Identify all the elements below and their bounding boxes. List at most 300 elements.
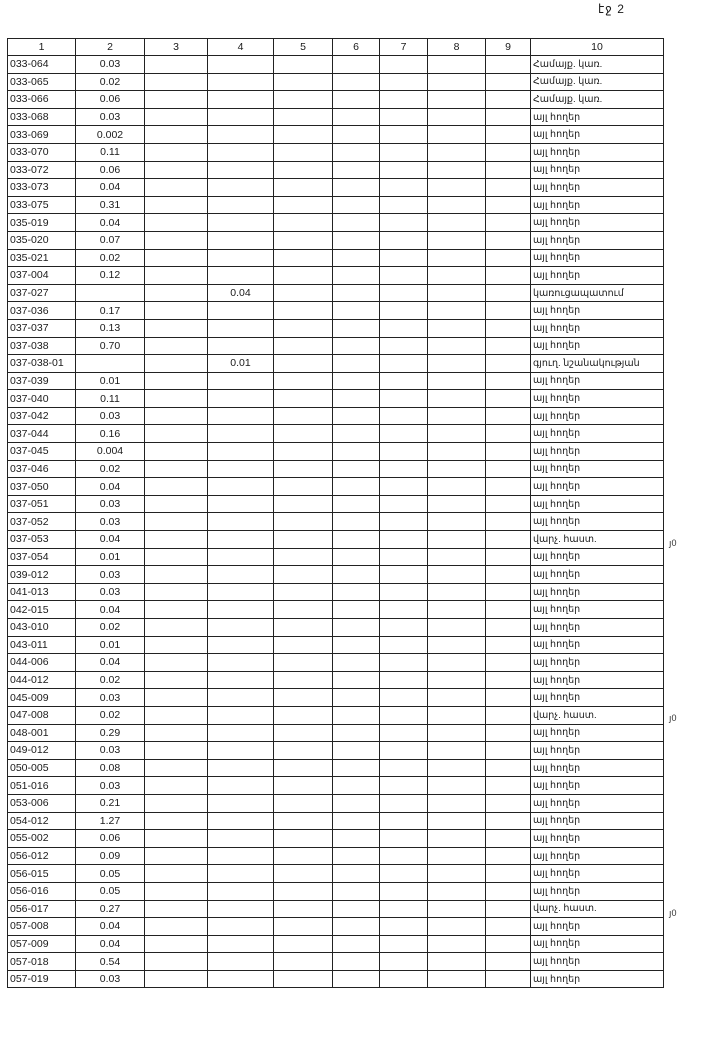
empty-cell (274, 372, 333, 390)
table-row (8, 689, 664, 707)
empty-cell (428, 161, 486, 179)
table-row (8, 918, 664, 936)
empty-cell (274, 970, 333, 988)
empty-cell (333, 812, 380, 830)
empty-cell (145, 513, 208, 531)
area-col4-cell (208, 425, 274, 443)
column-header: 6 (333, 39, 380, 56)
parcel-code-cell: 042-015 (8, 601, 76, 619)
area-col4-cell (208, 970, 274, 988)
area-cell: 0.07 (76, 231, 145, 249)
land-use-cell: վարչ. հաստ. (531, 706, 664, 724)
area-cell: 0.09 (76, 847, 145, 865)
empty-cell (333, 214, 380, 232)
area-col4-cell (208, 724, 274, 742)
area-col4-cell (208, 179, 274, 197)
empty-cell (428, 372, 486, 390)
empty-cell (486, 548, 531, 566)
land-use-cell: այլ հողեր (531, 390, 664, 408)
empty-cell (428, 108, 486, 126)
parcel-code-cell: 033-065 (8, 73, 76, 91)
empty-cell (333, 759, 380, 777)
empty-cell (380, 724, 428, 742)
column-header: 4 (208, 39, 274, 56)
empty-cell (274, 214, 333, 232)
empty-cell (428, 601, 486, 619)
area-col4-cell (208, 900, 274, 918)
land-use-cell: այլ հողեր (531, 812, 664, 830)
empty-cell (333, 882, 380, 900)
empty-cell (380, 847, 428, 865)
area-cell: 0.03 (76, 495, 145, 513)
empty-cell (428, 847, 486, 865)
land-use-cell: Համայք. կառ. (531, 91, 664, 109)
land-use-cell: այլ հողեր (531, 566, 664, 584)
area-col4-cell (208, 108, 274, 126)
empty-cell (145, 284, 208, 302)
parcel-code-cell: 037-054 (8, 548, 76, 566)
table-row (8, 460, 664, 478)
table-row (8, 794, 664, 812)
empty-cell (274, 742, 333, 760)
parcel-code-cell: 037-027 (8, 284, 76, 302)
table-row (8, 284, 664, 302)
area-cell: 0.04 (76, 654, 145, 672)
header-row (8, 39, 664, 56)
area-col4-cell (208, 91, 274, 109)
empty-cell (145, 179, 208, 197)
empty-cell (333, 918, 380, 936)
parcel-code-cell: 057-019 (8, 970, 76, 988)
parcel-code-cell: 043-011 (8, 636, 76, 654)
empty-cell (380, 777, 428, 795)
area-col4-cell (208, 882, 274, 900)
empty-cell (333, 91, 380, 109)
empty-cell (333, 56, 380, 74)
empty-cell (486, 601, 531, 619)
area-col4-cell (208, 689, 274, 707)
empty-cell (428, 706, 486, 724)
empty-cell (486, 619, 531, 637)
empty-cell (486, 566, 531, 584)
empty-cell (380, 513, 428, 531)
area-cell: 0.02 (76, 460, 145, 478)
parcel-code-cell: 047-008 (8, 706, 76, 724)
area-col4-cell (208, 443, 274, 461)
table-row (8, 91, 664, 109)
table-row (8, 495, 664, 513)
empty-cell (428, 531, 486, 549)
area-cell: 0.27 (76, 900, 145, 918)
table-row (8, 548, 664, 566)
area-col4-cell (208, 407, 274, 425)
land-use-cell: այլ հողեր (531, 495, 664, 513)
empty-cell (274, 407, 333, 425)
empty-cell (333, 619, 380, 637)
empty-cell (486, 531, 531, 549)
land-use-cell: այլ հողեր (531, 794, 664, 812)
empty-cell (486, 337, 531, 355)
empty-cell (274, 425, 333, 443)
empty-cell (274, 531, 333, 549)
empty-cell (274, 319, 333, 337)
land-use-cell: այլ հողեր (531, 108, 664, 126)
empty-cell (486, 319, 531, 337)
empty-cell (274, 953, 333, 971)
empty-cell (333, 654, 380, 672)
empty-cell (333, 425, 380, 443)
table-row (8, 671, 664, 689)
parcel-code-cell: 037-038-01 (8, 355, 76, 373)
empty-cell (333, 407, 380, 425)
land-use-cell: այլ հողեր (531, 460, 664, 478)
area-cell: 0.002 (76, 126, 145, 144)
table-row (8, 566, 664, 584)
empty-cell (274, 865, 333, 883)
empty-cell (274, 706, 333, 724)
land-use-cell: այլ հողեր (531, 161, 664, 179)
empty-cell (333, 865, 380, 883)
empty-cell (274, 91, 333, 109)
empty-cell (428, 654, 486, 672)
parcel-code-cell: 044-006 (8, 654, 76, 672)
empty-cell (486, 108, 531, 126)
empty-cell (428, 179, 486, 197)
empty-cell (380, 390, 428, 408)
area-cell: 0.06 (76, 161, 145, 179)
empty-cell (486, 56, 531, 74)
table-row (8, 812, 664, 830)
empty-cell (145, 882, 208, 900)
margin-note: յ0 (669, 908, 677, 918)
empty-cell (380, 143, 428, 161)
empty-cell (380, 337, 428, 355)
land-use-cell: այլ հողեր (531, 583, 664, 601)
empty-cell (380, 671, 428, 689)
table-row (8, 267, 664, 285)
area-cell: 0.02 (76, 249, 145, 267)
area-col4-cell (208, 812, 274, 830)
empty-cell (145, 196, 208, 214)
empty-cell (333, 531, 380, 549)
area-cell: 0.004 (76, 443, 145, 461)
area-col4-cell (208, 759, 274, 777)
empty-cell (380, 953, 428, 971)
land-use-cell: այլ հողեր (531, 179, 664, 197)
parcel-code-cell: 033-070 (8, 143, 76, 161)
table-row (8, 935, 664, 953)
table-body (8, 56, 664, 988)
table-row (8, 214, 664, 232)
area-cell: 0.03 (76, 970, 145, 988)
empty-cell (274, 830, 333, 848)
parcel-code-cell: 051-016 (8, 777, 76, 795)
empty-cell (274, 267, 333, 285)
land-use-cell: այլ հողեր (531, 759, 664, 777)
empty-cell (333, 126, 380, 144)
empty-cell (428, 865, 486, 883)
empty-cell (428, 671, 486, 689)
empty-cell (145, 865, 208, 883)
empty-cell (145, 161, 208, 179)
area-col4-cell (208, 126, 274, 144)
empty-cell (486, 724, 531, 742)
empty-cell (333, 196, 380, 214)
area-col4-cell (208, 935, 274, 953)
area-cell: 0.01 (76, 548, 145, 566)
parcel-code-cell: 056-012 (8, 847, 76, 865)
land-use-cell: վարչ. հաստ. (531, 900, 664, 918)
empty-cell (274, 566, 333, 584)
area-col4-cell (208, 196, 274, 214)
empty-cell (145, 935, 208, 953)
empty-cell (274, 671, 333, 689)
table-row (8, 583, 664, 601)
empty-cell (380, 970, 428, 988)
land-use-cell: այլ հողեր (531, 935, 664, 953)
land-use-cell: վարչ. հաստ. (531, 531, 664, 549)
empty-cell (428, 214, 486, 232)
land-use-cell: այլ հողեր (531, 882, 664, 900)
land-use-cell: այլ հողեր (531, 847, 664, 865)
area-cell: 0.29 (76, 724, 145, 742)
empty-cell (333, 636, 380, 654)
empty-cell (333, 935, 380, 953)
land-use-cell: այլ հողեր (531, 918, 664, 936)
empty-cell (428, 742, 486, 760)
parcel-code-cell: 049-012 (8, 742, 76, 760)
table-row (8, 196, 664, 214)
area-cell: 0.01 (76, 372, 145, 390)
land-use-cell: այլ հողեր (531, 742, 664, 760)
empty-cell (486, 882, 531, 900)
empty-cell (145, 706, 208, 724)
table-row (8, 865, 664, 883)
empty-cell (380, 179, 428, 197)
empty-cell (145, 478, 208, 496)
area-cell: 0.11 (76, 390, 145, 408)
area-col4-cell (208, 513, 274, 531)
empty-cell (428, 830, 486, 848)
area-col4-cell (208, 56, 274, 74)
empty-cell (145, 654, 208, 672)
empty-cell (274, 495, 333, 513)
parcel-code-cell: 054-012 (8, 812, 76, 830)
empty-cell (333, 443, 380, 461)
area-cell: 0.11 (76, 143, 145, 161)
column-header: 5 (274, 39, 333, 56)
empty-cell (380, 654, 428, 672)
empty-cell (333, 355, 380, 373)
empty-cell (428, 390, 486, 408)
empty-cell (486, 759, 531, 777)
area-col4-cell (208, 495, 274, 513)
empty-cell (380, 830, 428, 848)
empty-cell (428, 495, 486, 513)
empty-cell (274, 812, 333, 830)
empty-cell (486, 179, 531, 197)
parcel-code-cell: 037-036 (8, 302, 76, 320)
empty-cell (274, 73, 333, 91)
empty-cell (380, 619, 428, 637)
empty-cell (333, 900, 380, 918)
parcel-code-cell: 057-018 (8, 953, 76, 971)
parcel-code-cell: 056-017 (8, 900, 76, 918)
empty-cell (486, 830, 531, 848)
area-cell: 0.04 (76, 214, 145, 232)
empty-cell (145, 267, 208, 285)
table-row (8, 531, 664, 549)
empty-cell (380, 636, 428, 654)
column-header: 8 (428, 39, 486, 56)
empty-cell (428, 513, 486, 531)
empty-cell (486, 73, 531, 91)
empty-cell (145, 495, 208, 513)
empty-cell (274, 161, 333, 179)
empty-cell (333, 143, 380, 161)
empty-cell (333, 319, 380, 337)
empty-cell (428, 812, 486, 830)
table-row (8, 143, 664, 161)
empty-cell (428, 935, 486, 953)
parcel-code-cell: 033-064 (8, 56, 76, 74)
empty-cell (486, 478, 531, 496)
empty-cell (380, 478, 428, 496)
table-row (8, 882, 664, 900)
empty-cell (145, 900, 208, 918)
area-col4-cell (208, 601, 274, 619)
page-label: էջ 2 (598, 2, 625, 16)
empty-cell (428, 284, 486, 302)
table-row (8, 337, 664, 355)
empty-cell (274, 548, 333, 566)
table-row (8, 425, 664, 443)
empty-cell (428, 636, 486, 654)
empty-cell (380, 460, 428, 478)
empty-cell (486, 900, 531, 918)
land-use-cell: այլ հողեր (531, 777, 664, 795)
table-row (8, 847, 664, 865)
empty-cell (486, 231, 531, 249)
empty-cell (486, 267, 531, 285)
area-col4-cell (208, 566, 274, 584)
empty-cell (274, 179, 333, 197)
empty-cell (274, 847, 333, 865)
table-row (8, 355, 664, 373)
area-col4-cell (208, 865, 274, 883)
empty-cell (333, 73, 380, 91)
empty-cell (428, 583, 486, 601)
table-row (8, 777, 664, 795)
area-cell: 0.17 (76, 302, 145, 320)
area-col4-cell (208, 372, 274, 390)
area-cell: 0.12 (76, 267, 145, 285)
parcel-code-cell: 044-012 (8, 671, 76, 689)
area-col4-cell (208, 161, 274, 179)
empty-cell (333, 249, 380, 267)
empty-cell (428, 918, 486, 936)
empty-cell (428, 777, 486, 795)
land-use-cell: Համայք. կառ. (531, 73, 664, 91)
empty-cell (428, 249, 486, 267)
parcel-code-cell: 053-006 (8, 794, 76, 812)
parcel-code-cell: 045-009 (8, 689, 76, 707)
land-use-cell: այլ հողեր (531, 302, 664, 320)
table-row (8, 372, 664, 390)
empty-cell (333, 671, 380, 689)
table-row (8, 830, 664, 848)
empty-cell (428, 443, 486, 461)
empty-cell (145, 566, 208, 584)
land-use-cell: այլ հողեր (531, 337, 664, 355)
table-row (8, 900, 664, 918)
empty-cell (380, 425, 428, 443)
area-col4-cell (208, 231, 274, 249)
column-header: 3 (145, 39, 208, 56)
table-row (8, 706, 664, 724)
empty-cell (274, 583, 333, 601)
empty-cell (486, 161, 531, 179)
area-col4-cell (208, 548, 274, 566)
empty-cell (486, 143, 531, 161)
empty-cell (274, 636, 333, 654)
empty-cell (274, 513, 333, 531)
empty-cell (380, 355, 428, 373)
land-use-cell: այլ հողեր (531, 126, 664, 144)
empty-cell (486, 390, 531, 408)
column-header: 1 (8, 39, 76, 56)
empty-cell (380, 267, 428, 285)
table-row (8, 953, 664, 971)
parcel-code-cell: 048-001 (8, 724, 76, 742)
area-col4-cell (208, 337, 274, 355)
area-col4-cell (208, 143, 274, 161)
parcel-code-cell: 037-037 (8, 319, 76, 337)
empty-cell (274, 900, 333, 918)
empty-cell (274, 759, 333, 777)
land-use-cell: այլ հողեր (531, 601, 664, 619)
empty-cell (145, 214, 208, 232)
column-header: 7 (380, 39, 428, 56)
area-cell: 0.08 (76, 759, 145, 777)
area-col4-cell (208, 706, 274, 724)
empty-cell (486, 214, 531, 232)
empty-cell (274, 337, 333, 355)
empty-cell (486, 865, 531, 883)
empty-cell (274, 231, 333, 249)
table-row (8, 654, 664, 672)
table-row (8, 161, 664, 179)
empty-cell (145, 126, 208, 144)
land-use-cell: այլ հողեր (531, 970, 664, 988)
table-row (8, 636, 664, 654)
empty-cell (145, 689, 208, 707)
area-cell: 0.03 (76, 689, 145, 707)
empty-cell (428, 566, 486, 584)
empty-cell (145, 531, 208, 549)
empty-cell (380, 196, 428, 214)
parcel-code-cell: 037-039 (8, 372, 76, 390)
area-cell: 0.05 (76, 882, 145, 900)
empty-cell (428, 689, 486, 707)
parcel-code-cell: 050-005 (8, 759, 76, 777)
area-col4-cell (208, 777, 274, 795)
area-col4-cell (208, 654, 274, 672)
empty-cell (145, 918, 208, 936)
empty-cell (428, 759, 486, 777)
area-cell: 0.16 (76, 425, 145, 443)
empty-cell (274, 108, 333, 126)
